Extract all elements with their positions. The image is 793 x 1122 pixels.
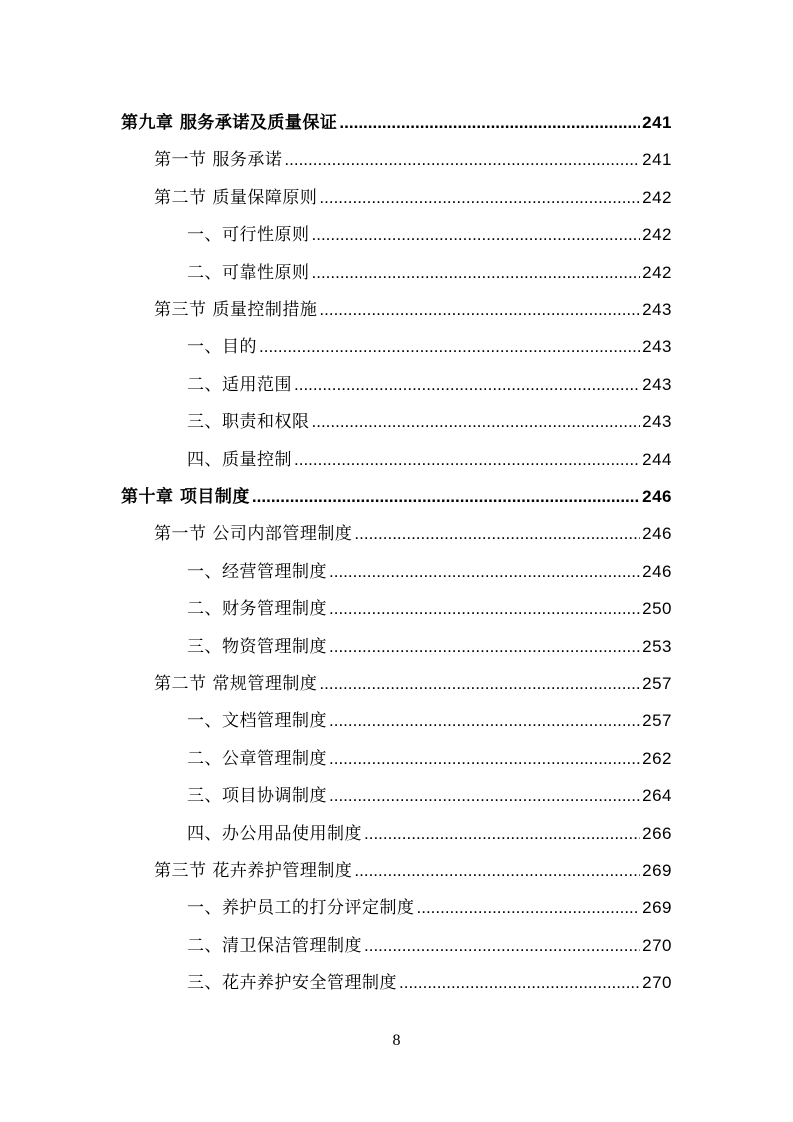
page-number: 8: [392, 1032, 401, 1049]
toc-entry-label: 一、可行性原则: [187, 225, 310, 246]
toc-entry[interactable]: [187, 628, 672, 658]
toc-entry-page: 270: [642, 935, 672, 955]
leader-dots: [294, 374, 640, 396]
toc-entry[interactable]: [187, 889, 672, 919]
toc-entry-page: 241: [642, 150, 672, 170]
leader-dots: [364, 935, 640, 957]
leader-dots: [364, 823, 640, 845]
toc-entry-page: 262: [642, 748, 672, 768]
toc-entry[interactable]: [187, 590, 672, 620]
toc-entry-label: 二、适用范围: [187, 374, 292, 395]
leader-dots: [329, 710, 640, 732]
leader-dots: [354, 860, 640, 882]
toc-entry-label: 三、职责和权限: [187, 412, 310, 433]
leader-dots: [259, 336, 640, 358]
leader-dots: [319, 187, 640, 209]
leader-dots: [329, 785, 640, 807]
toc-entry-label: 第三节 质量控制措施: [154, 300, 318, 320]
toc-entry-label: 第二节 质量保障原则: [154, 187, 318, 208]
toc-entry[interactable]: [187, 403, 672, 433]
toc-entry-page: 246: [642, 487, 672, 506]
toc-entry-page: 242: [642, 187, 672, 207]
leader-dots: [339, 112, 640, 134]
toc-entry-page: 242: [642, 225, 672, 245]
toc-entry-label: 第三节 花卉养护管理制度: [154, 861, 353, 881]
leader-dots: [312, 411, 641, 433]
toc-entry-label: 第一节 公司内部管理制度: [154, 524, 353, 545]
leader-dots: [312, 224, 641, 246]
toc-entry-page: 269: [642, 861, 672, 880]
toc-entry-label: 二、财务管理制度: [187, 599, 327, 620]
toc-entry-page: 243: [642, 300, 672, 319]
toc-entry-page: 244: [642, 449, 672, 469]
leader-dots: [354, 523, 640, 545]
toc-entry-label: 二、可靠性原则: [187, 262, 310, 283]
leader-dots: [319, 673, 640, 695]
toc-entry-label: 一、养护员工的打分评定制度: [187, 898, 415, 919]
toc-entry[interactable]: [187, 328, 672, 358]
toc-entry-label: 第十章 项目制度: [121, 487, 250, 507]
toc-entry-label: 二、清卫保洁管理制度: [187, 935, 362, 956]
toc-entry-page: 266: [642, 823, 672, 843]
toc-entry[interactable]: [154, 291, 672, 321]
toc-entry[interactable]: [154, 515, 672, 545]
toc-entry[interactable]: [187, 216, 672, 246]
leader-dots: [329, 636, 640, 658]
toc-entry[interactable]: [154, 852, 672, 882]
toc-entry[interactable]: [154, 665, 672, 695]
toc-entry[interactable]: [187, 441, 672, 471]
toc-entry-label: 三、花卉养护安全管理制度: [187, 973, 397, 994]
toc-entry[interactable]: [121, 478, 672, 508]
toc-entry-page: 246: [642, 561, 672, 581]
toc-entry-label: 三、物资管理制度: [187, 636, 327, 657]
toc-entry-label: 二、公章管理制度: [187, 748, 327, 769]
toc-entry-label: 四、办公用品使用制度: [187, 823, 362, 844]
toc-entry-label: 一、文档管理制度: [187, 711, 327, 732]
toc-entry[interactable]: [187, 553, 672, 583]
toc-entry-page: 253: [642, 636, 672, 656]
toc-entry-page: 243: [642, 412, 672, 432]
toc-entry[interactable]: [187, 964, 672, 994]
toc-entry-page: 246: [642, 524, 672, 544]
toc-entry[interactable]: [187, 927, 672, 957]
toc-entry[interactable]: [154, 141, 672, 171]
toc-entry[interactable]: [187, 815, 672, 845]
toc-entry-page: 242: [642, 262, 672, 282]
toc-entry[interactable]: [187, 366, 672, 396]
leader-dots: [284, 149, 640, 171]
leader-dots: [312, 262, 641, 284]
toc-entry-page: 270: [642, 973, 672, 993]
toc-entry[interactable]: [154, 179, 672, 209]
leader-dots: [252, 486, 640, 508]
toc-entry-label: 一、目的: [187, 337, 257, 358]
toc-entry-label: 第一节 服务承诺: [154, 150, 283, 171]
toc-entry[interactable]: [187, 777, 672, 807]
leader-dots: [329, 748, 640, 770]
toc-entry-label: 第九章 服务承诺及质量保证: [121, 113, 338, 133]
toc-entry-label: 第二节 常规管理制度: [154, 674, 318, 694]
toc-entry[interactable]: [187, 254, 672, 284]
toc-entry-page: 243: [642, 337, 672, 357]
leader-dots: [417, 897, 641, 919]
toc-entry[interactable]: [187, 740, 672, 770]
toc-entry-page: 241: [642, 113, 672, 132]
leader-dots: [399, 972, 640, 994]
toc-entry-page: 264: [642, 786, 672, 806]
leader-dots: [294, 449, 640, 471]
toc-entry-page: 243: [642, 374, 672, 394]
toc-entry-label: 一、经营管理制度: [187, 561, 327, 582]
toc-entry-page: 257: [642, 711, 672, 731]
leader-dots: [319, 299, 640, 321]
toc-entry[interactable]: [187, 702, 672, 732]
toc-entry[interactable]: [121, 104, 672, 134]
toc-entry-page: 257: [642, 674, 672, 693]
toc-entry-page: 269: [642, 898, 672, 918]
leader-dots: [329, 598, 640, 620]
leader-dots: [329, 561, 640, 583]
toc-entry-label: 三、项目协调制度: [187, 786, 327, 807]
toc-entry-page: 250: [642, 599, 672, 619]
toc-entry-label: 四、质量控制: [187, 449, 292, 470]
